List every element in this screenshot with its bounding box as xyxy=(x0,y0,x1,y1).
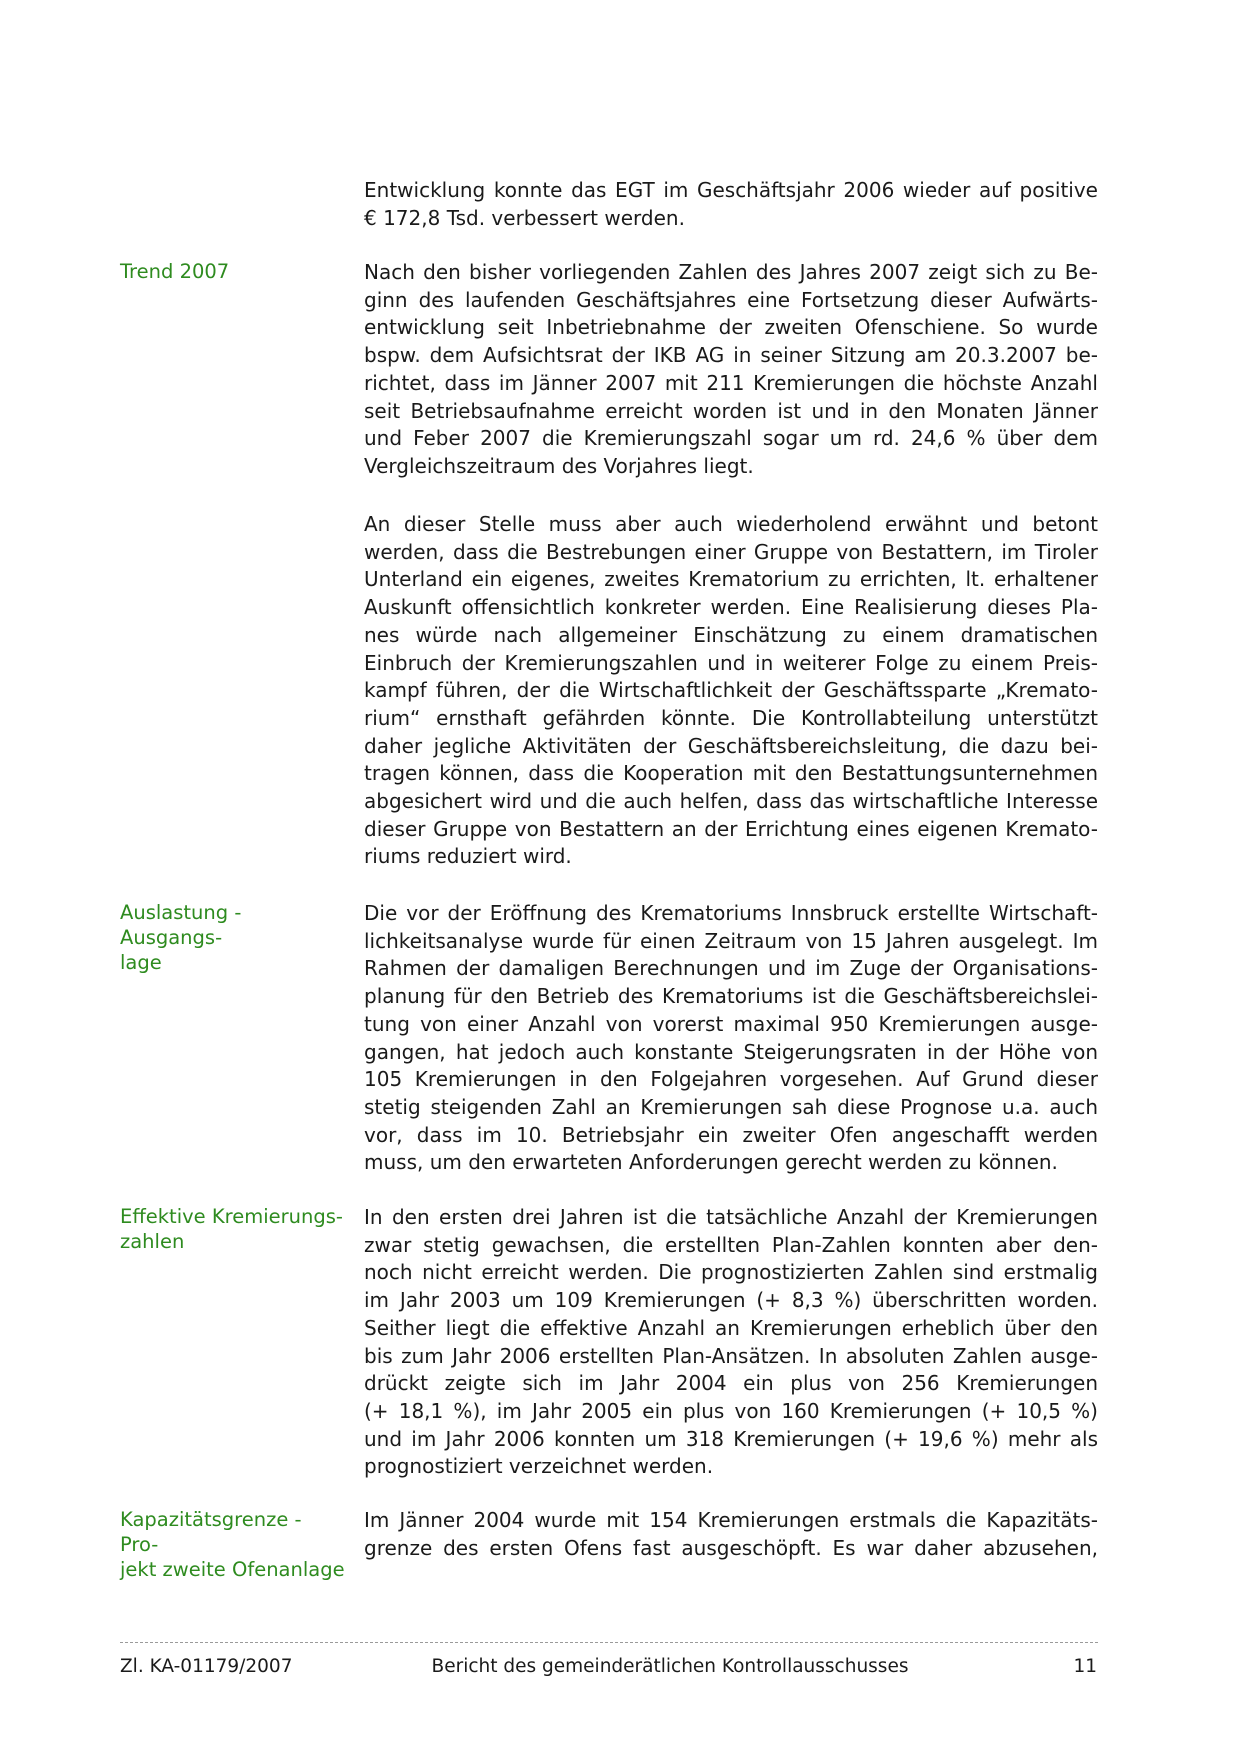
page-number: 11 xyxy=(1073,1656,1097,1677)
side-heading-line: Trend 2007 xyxy=(120,260,230,283)
text-line: werden, dass die Bestrebungen einer Gruppe von Bestattern, im Tiroler xyxy=(364,539,1098,564)
text-line: Vergleichszeitraum des Vorjahres liegt. xyxy=(364,453,754,478)
text-line: im Jahr 2003 um 109 Kremierungen (+ 8,3 %) überschritten worden. xyxy=(364,1288,1098,1313)
text-line: An dieser Stelle muss aber auch wiederholend erwähnt und betont xyxy=(364,512,1098,536)
text-line: ginn des laufenden Geschäftsjahres eine Fortsetzung dieser Aufwärts- xyxy=(364,287,1098,312)
side-heading-line: Kapazitätsgrenze - Pro- xyxy=(120,1508,302,1556)
footer-title: Bericht des gemeinderätlichen Kontrollausschusses xyxy=(431,1656,909,1677)
footer-reference: Zl. KA-01179/2007 xyxy=(120,1656,293,1677)
text-line: stetig steigenden Zahl an Kremierungen sah diese Prognose u.a. auch xyxy=(364,1094,1098,1119)
text-line: drückt zeigte sich im Jahr 2004 ein plus von 256 Kremierungen xyxy=(364,1371,1098,1396)
side-heading-line: Effektive Kremierungs- xyxy=(120,1205,343,1228)
text-line: 105 Kremierungen in den Folgejahren vorgesehen. Auf Grund dieser xyxy=(364,1067,1098,1092)
text-line: tragen können, dass die Kooperation mit den Bestattungsunternehmen xyxy=(364,761,1098,786)
text-line: Unterland ein eigenes, zweites Krematorium zu errichten, lt. erhaltener xyxy=(364,567,1098,592)
text-line: Die vor der Eröffnung des Krematoriums Innsbruck erstellte Wirtschaft- xyxy=(364,901,1098,925)
text-line: Nach den bisher vorliegenden Zahlen des Jahres 2007 zeigt sich zu Be- xyxy=(364,260,1098,284)
paragraph-second-crematorium xyxy=(364,511,1098,871)
text-line: kampf führen, der die Wirtschaftlichkeit der Geschäftssparte „Kremato- xyxy=(364,678,1098,703)
text-line: rium“ ernsthaft gefährden könnte. Die Kontrollabteilung unterstützt xyxy=(364,705,1098,730)
text-line: Im Jänner 2004 wurde mit 154 Kremierungen erstmals die Kapazitäts- xyxy=(364,1508,1098,1532)
text-line: grenze des ersten Ofens fast ausgeschöpft. Es war daher abzusehen, xyxy=(364,1535,1098,1560)
text-line: Rahmen der damaligen Berechnungen und im Zuge der Organisations- xyxy=(364,956,1098,981)
text-line: tung von einer Anzahl von vorerst maximal 950 Kremierungen ausge- xyxy=(364,1011,1098,1036)
text-line: nes würde nach allgemeiner Einschätzung zu einem dramatischen xyxy=(364,622,1098,647)
side-heading-auslastung xyxy=(120,900,345,975)
text-line: seit Betriebsaufnahme erreicht worden ist und in den Monaten Jänner xyxy=(364,398,1098,423)
side-heading-kapazitaetsgrenze xyxy=(120,1507,345,1582)
side-heading-line: lage xyxy=(120,951,162,974)
paragraph-effektive-kremierungszahlen xyxy=(364,1204,1098,1481)
text-line: (+ 18,1 %), im Jahr 2005 ein plus von 160 Kremierungen (+ 10,5 %) xyxy=(364,1398,1098,1423)
side-heading-line: zahlen xyxy=(120,1230,185,1253)
text-line: abgesichert wird und die auch helfen, dass das wirtschaftliche Interesse xyxy=(364,789,1098,814)
text-line: prognostiziert verzeichnet werden. xyxy=(364,1454,714,1479)
side-heading-effektive-kremierungszahlen xyxy=(120,1204,345,1254)
text-line: und im Jahr 2006 konnten um 318 Kremierungen (+ 19,6 %) mehr als xyxy=(364,1426,1098,1451)
text-line: bspw. dem Aufsichtsrat der IKB AG in seiner Sitzung am 20.3.2007 be- xyxy=(364,343,1098,368)
text-line: vor, dass im 10. Betriebsjahr ein zweiter Ofen angeschafft werden xyxy=(364,1122,1098,1147)
text-line: Entwicklung konnte das EGT im Geschäftsjahr 2006 wieder auf positive xyxy=(364,178,1098,202)
side-heading-trend-2007 xyxy=(120,259,345,284)
side-heading-line: Auslastung - Ausgangs- xyxy=(120,901,242,949)
text-line: Auskunft offensichtlich konkreter werden. Eine Realisierung dieses Pla- xyxy=(364,595,1098,620)
paragraph-auslastung xyxy=(364,900,1098,1177)
text-line: zwar stetig gewachsen, die erstellten Plan-Zahlen konnten aber den- xyxy=(364,1232,1098,1257)
text-line: dieser Gruppe von Bestattern an der Errichtung eines eigenen Kremato- xyxy=(364,816,1098,841)
paragraph-trend-2007 xyxy=(364,259,1098,481)
text-line: planung für den Betrieb des Krematoriums ist die Geschäftsbereichslei- xyxy=(364,984,1098,1009)
text-line: riums reduziert wird. xyxy=(364,844,572,869)
text-line: und Feber 2007 die Kremierungszahl sogar um rd. 24,6 % über dem xyxy=(364,426,1098,451)
paragraph-egt-development xyxy=(364,177,1098,232)
text-line: noch nicht erreicht werden. Die prognostizierten Zahlen sind erstmalig xyxy=(364,1260,1098,1285)
text-line: lichkeitsanalyse wurde für einen Zeitraum von 15 Jahren ausgelegt. Im xyxy=(364,928,1098,953)
text-line: € 172,8 Tsd. verbessert werden. xyxy=(364,205,685,230)
side-heading-line: jekt zweite Ofenanlage xyxy=(120,1558,345,1581)
text-line: daher jegliche Aktivitäten der Geschäftsbereichsleitung, die dazu bei- xyxy=(364,733,1098,758)
text-line: entwicklung seit Inbetriebnahme der zweiten Ofenschiene. So wurde xyxy=(364,315,1098,340)
text-line: Seither liegt die effektive Anzahl an Kremierungen erheblich über den xyxy=(364,1315,1098,1340)
text-line: In den ersten drei Jahren ist die tatsächliche Anzahl der Kremierungen xyxy=(364,1205,1098,1229)
text-line: gangen, hat jedoch auch konstante Steigerungsraten in der Höhe von xyxy=(364,1039,1098,1064)
text-line: richtet, dass im Jänner 2007 mit 211 Kremierungen die höchste Anzahl xyxy=(364,370,1098,395)
text-line: muss, um den erwarteten Anforderungen gerecht werden zu können. xyxy=(364,1150,1058,1175)
paragraph-kapazitaetsgrenze xyxy=(364,1507,1098,1562)
text-line: bis zum Jahr 2006 erstellten Plan-Ansätzen. In absoluten Zahlen ausge- xyxy=(364,1343,1098,1368)
text-line: Einbruch der Kremierungszahlen und in weiterer Folge zu einem Preis- xyxy=(364,650,1098,675)
footer-divider xyxy=(120,1642,1098,1643)
